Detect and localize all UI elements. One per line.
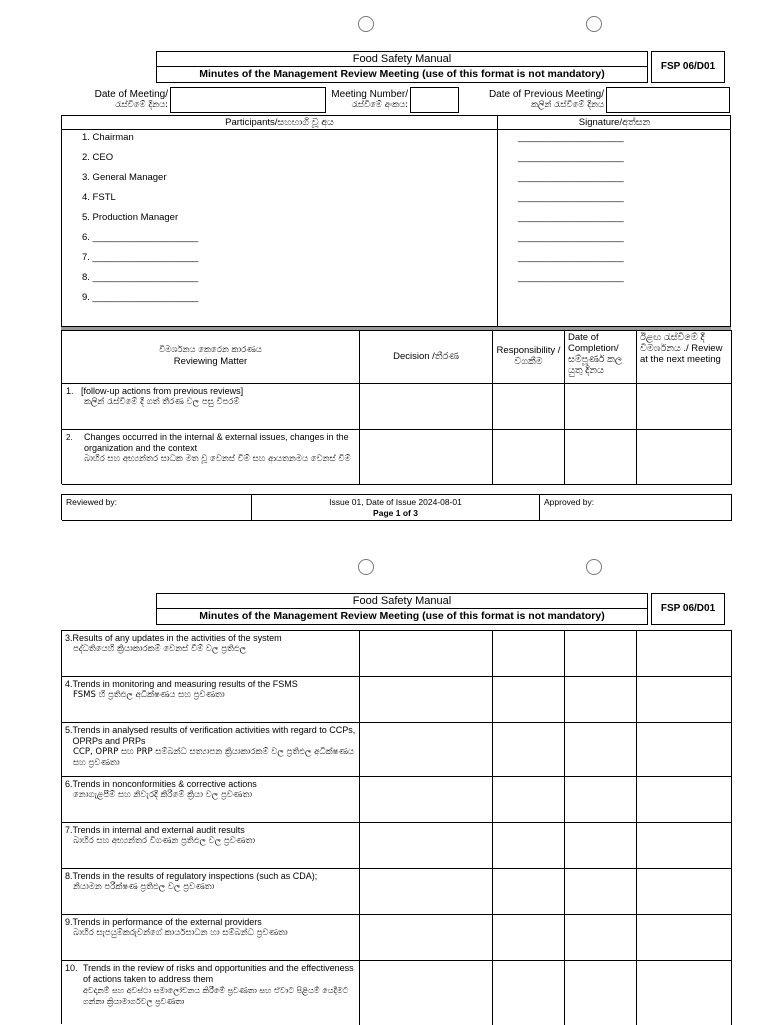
punch-hole-left	[358, 16, 374, 32]
review-table-page1	[61, 330, 732, 484]
responsibility-cell[interactable]	[493, 384, 565, 430]
decision-cell[interactable]	[360, 631, 493, 677]
document-code: FSP 06/D01	[651, 51, 725, 83]
page1-footer	[61, 494, 732, 520]
participant-item: 4. FSTL	[82, 192, 116, 203]
participant-item[interactable]: 9. ____________________	[82, 292, 199, 303]
responsibility-cell[interactable]	[493, 915, 565, 961]
responsibility-cell[interactable]	[493, 961, 565, 1025]
responsibility-cell[interactable]	[493, 723, 565, 777]
col-header-completion: Date of Completion/ සම්පූර්ණ කල යුතු දිනය	[565, 331, 637, 384]
participants-header: Participants/සහභාගි වූ අය	[225, 117, 334, 128]
issue-info: Issue 01, Date of Issue 2024-08-01 Page 1 of 3	[252, 495, 540, 521]
review-table-page2	[61, 630, 732, 1024]
completion-cell[interactable]	[565, 915, 637, 961]
review-cell[interactable]	[637, 961, 732, 1025]
table-row-matter: 4.Trends in monitoring and measuring results of the FSMS FSMS හි ප්‍රතිඵල අධීක්ෂණය සහ ප්‍රවණතා	[62, 677, 360, 723]
page-gap	[0, 538, 768, 539]
table-row-matter: 2. Changes occurred in the internal & external issues, changes in the organization and the context බාහිර සහ අභ්‍යන්තර සාධක මත වූ වෙනස් වීම් සහ ආයතනමය වෙනස් වීම්	[62, 430, 360, 485]
previous-meeting-date-field[interactable]	[606, 87, 730, 113]
completion-cell[interactable]	[565, 631, 637, 677]
signature-line[interactable]: ____________________	[518, 192, 624, 203]
table-row-matter: 7.Trends in internal and external audit results බාහිර සහ අභ්‍යන්තර විගණන ප්‍රතිඵල වල ප්‍රවණතා	[62, 823, 360, 869]
responsibility-cell[interactable]	[493, 869, 565, 915]
participant-item: 5. Production Manager	[82, 212, 179, 223]
document-code: FSP 06/D01	[651, 593, 725, 625]
signature-line[interactable]: ____________________	[518, 132, 624, 143]
manual-title: Food Safety Manual	[352, 595, 452, 607]
meeting-number-label: Meeting Number/ රැස්වීමේ අංකය:	[331, 89, 408, 110]
decision-cell[interactable]	[360, 777, 493, 823]
reviewed-by: Reviewed by:	[62, 495, 252, 521]
col-header-matter: විමර්ශනය කෙරෙන කාරණය Reviewing Matter	[62, 331, 360, 384]
decision-cell[interactable]	[360, 823, 493, 869]
form-title: Minutes of the Management Review Meeting (use of this format is not mandatory)	[199, 68, 605, 80]
participant-item: 2. CEO	[82, 152, 114, 163]
table-row-matter: 5. Trends in analysed results of verification activities with regard to CCPs, OPRPs and PRPs CCP, OPRP සහ PRP සම්බන්ධ සත්‍යාපන ක්‍රියාකාරකම් වල ප්‍රතිඵල අධීක්ෂණය සහ ප්‍රවණතා	[62, 723, 360, 777]
decision-cell[interactable]	[360, 677, 493, 723]
completion-cell[interactable]	[565, 384, 637, 430]
review-cell[interactable]	[637, 869, 732, 915]
meeting-date-field[interactable]	[170, 87, 326, 113]
decision-cell[interactable]	[360, 384, 493, 430]
participant-item[interactable]: 6. ____________________	[82, 232, 199, 243]
participant-item: 1. Chairman	[82, 132, 134, 143]
review-cell[interactable]	[637, 777, 732, 823]
decision-cell[interactable]	[360, 869, 493, 915]
participant-list	[82, 132, 382, 312]
punch-hole-right	[586, 559, 602, 575]
review-cell[interactable]	[637, 430, 732, 485]
decision-cell[interactable]	[360, 961, 493, 1025]
approved-by: Approved by:	[540, 495, 732, 521]
form-title: Minutes of the Management Review Meeting (use of this format is not mandatory)	[199, 610, 605, 622]
responsibility-cell[interactable]	[493, 677, 565, 723]
punch-hole-right	[586, 16, 602, 32]
completion-cell[interactable]	[565, 777, 637, 823]
decision-cell[interactable]	[360, 915, 493, 961]
signature-line[interactable]: ____________________	[518, 272, 624, 283]
participant-item[interactable]: 7. ____________________	[82, 252, 199, 263]
page2-header	[156, 593, 648, 625]
completion-cell[interactable]	[565, 961, 637, 1025]
completion-cell[interactable]	[565, 823, 637, 869]
signature-line[interactable]: ____________________	[518, 232, 624, 243]
responsibility-cell[interactable]	[493, 777, 565, 823]
previous-meeting-label: Date of Previous Meeting/ කලින් රැස්වීමේ දිනය	[488, 89, 604, 110]
col-header-responsibility: Responsibility /වගකීම	[493, 331, 565, 384]
col-header-decision: Decision /තීරණ	[360, 331, 493, 384]
participants-table	[61, 115, 731, 327]
page-number: Page 1 of 3	[373, 508, 418, 518]
table-row-matter: 9.Trends in performance of the external providers බාහිර සැපයුම්කරුවන්ගේ කාර්යසාධන හා සම්බන්ධ ප්‍රවණතා	[62, 915, 360, 961]
manual-title: Food Safety Manual	[352, 53, 452, 65]
participant-item: 3. General Manager	[82, 172, 167, 183]
responsibility-cell[interactable]	[493, 631, 565, 677]
table-row-matter: 8.Trends in the results of regulatory inspections (such as CDA); නියාමන පරීක්ෂණ ප්‍රතිඵල වල ප්‍රවණතා	[62, 869, 360, 915]
page1-header	[156, 51, 648, 83]
table-row-matter: 3.Results of any updates in the activities of the system පද්ධතියෙහි ක්‍රියාකාරකම් වෙනස් වීම් වල ප්‍රතිඵල	[62, 631, 360, 677]
decision-cell[interactable]	[360, 723, 493, 777]
table-row-matter: 10. Trends in the review of risks and opportunities and the effectiveness of actions taken to address them අවදානම් සහ අවස්ථා සමාලෝචනය කිරීමේ ප්‍රවණතා සහ ඒවාට පිළියම් යෙදීමට ගන්නා ක්‍රියාමාර්ගවල ප්‍රවණතා	[62, 961, 360, 1025]
responsibility-cell[interactable]	[493, 430, 565, 485]
completion-cell[interactable]	[565, 430, 637, 485]
signature-header: Signature/අත්සන	[578, 117, 651, 128]
signature-line[interactable]: ____________________	[518, 212, 624, 223]
participant-item[interactable]: 8. ____________________	[82, 272, 199, 283]
signature-line[interactable]: ____________________	[518, 152, 624, 163]
responsibility-cell[interactable]	[493, 823, 565, 869]
review-cell[interactable]	[637, 823, 732, 869]
table-row-matter: 6.Trends in nonconformities & corrective actions නොගැළපීම් සහ නිවැරදි කිරීමේ ක්‍රියා වල ප්‍රවණතා	[62, 777, 360, 823]
review-cell[interactable]	[637, 723, 732, 777]
meeting-date-label: Date of Meeting/ රැස්වීමේ දිනය:	[94, 89, 168, 110]
review-cell[interactable]	[637, 631, 732, 677]
decision-cell[interactable]	[360, 430, 493, 485]
table-row-matter: 1. [follow-up actions from previous reviews] කලින් රැස්වීමේ දී ගත් තීරණ වල පසු විපරම්	[62, 384, 360, 430]
review-cell[interactable]	[637, 677, 732, 723]
punch-hole-left	[358, 559, 374, 575]
signature-list	[518, 132, 718, 292]
col-header-review-next: ඊළඟ රැස්වීමේ දී විමර්ශනය ./ Review at the next meeting	[637, 331, 732, 384]
completion-cell[interactable]	[565, 677, 637, 723]
completion-cell[interactable]	[565, 723, 637, 777]
signature-line[interactable]: ____________________	[518, 252, 624, 263]
review-cell[interactable]	[637, 384, 732, 430]
completion-cell[interactable]	[565, 869, 637, 915]
signature-line[interactable]: ____________________	[518, 172, 624, 183]
meeting-number-field[interactable]	[410, 87, 459, 113]
review-cell[interactable]	[637, 915, 732, 961]
